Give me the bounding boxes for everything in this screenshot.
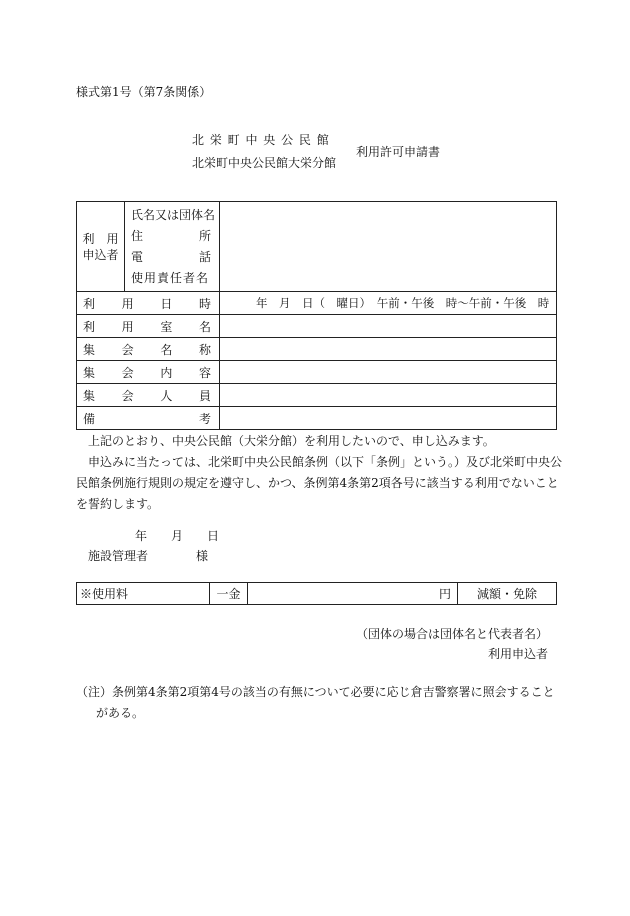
row-label-meeting-name: 集 会 名 称	[77, 338, 220, 361]
responsible-person-label: 使用責任者名	[131, 270, 210, 285]
remarks-field[interactable]	[220, 407, 557, 430]
applicant-group-label-2: 申込者	[82, 247, 119, 262]
applicant-label: 利用申込者	[488, 647, 549, 661]
meeting-content-field[interactable]	[220, 361, 557, 384]
usage-datetime-field[interactable]: 年 月 日（ 曜日） 午前・午後 時〜午前・午後 時	[220, 292, 557, 315]
applicant-group-label-1: 利 用	[82, 231, 119, 246]
note-mark: （注）	[76, 685, 113, 699]
meeting-name-field[interactable]	[220, 338, 557, 361]
group-note: （団体の場合は団体名と代表者名）	[356, 627, 549, 641]
attendees-field[interactable]	[220, 384, 557, 407]
fee-table	[76, 582, 557, 605]
phone-label: 電 話	[131, 249, 211, 264]
note-line-1: 条例第4条第2項第4号の該当の有無について必要に応じ倉吉警察署に照会すること	[112, 685, 555, 699]
row-label-remarks: 備 考	[77, 407, 220, 430]
form-number: 様式第1号（第7条関係）	[76, 85, 212, 99]
body-line-2: 申込みに当たっては、北栄町中央公民館条例（以下「条例」という。）及び北栄町中央公	[88, 455, 563, 469]
note-line-2: がある。	[96, 706, 145, 720]
facility-name-branch: 北栄町中央公民館大栄分館	[192, 156, 337, 170]
body-line-3: 民館条例施行規則の規定を遵守し、かつ、条例第4条第2項各号に該当する利用でないこと	[76, 476, 559, 490]
body-line-4: を誓約します。	[76, 497, 160, 511]
document-title: 利用許可申請書	[356, 145, 441, 159]
name-label: 氏名又は団体名	[131, 207, 216, 222]
row-label-attendees: 集 会 人 員	[77, 384, 220, 407]
date-line: 年 月 日	[135, 529, 220, 543]
applicant-info-field[interactable]	[220, 202, 557, 292]
fee-prefix: 一金	[210, 583, 248, 605]
room-field[interactable]	[220, 315, 557, 338]
address-label: 住 所	[131, 228, 211, 243]
fee-unit: 円	[438, 587, 451, 601]
application-table	[76, 201, 557, 430]
facility-name-main: 北 栄 町 中 央 公 民 館	[192, 133, 330, 147]
row-label-usage-datetime: 利 用 日 時	[77, 292, 220, 315]
manager-line: 施設管理者 様	[88, 549, 209, 563]
applicant-group-label	[77, 202, 125, 292]
row-label-meeting-content: 集 会 内 容	[77, 361, 220, 384]
row-label-room: 利 用 室 名	[77, 315, 220, 338]
body-line-1: 上記のとおり、中央公民館（大栄分館）を利用したいので、申し込みます。	[88, 434, 495, 448]
fee-amount-field[interactable]	[248, 583, 458, 605]
fee-reduction[interactable]: 減額・免除	[458, 583, 557, 605]
fee-label: ※使用料	[77, 583, 210, 605]
applicant-field-labels	[125, 202, 220, 292]
